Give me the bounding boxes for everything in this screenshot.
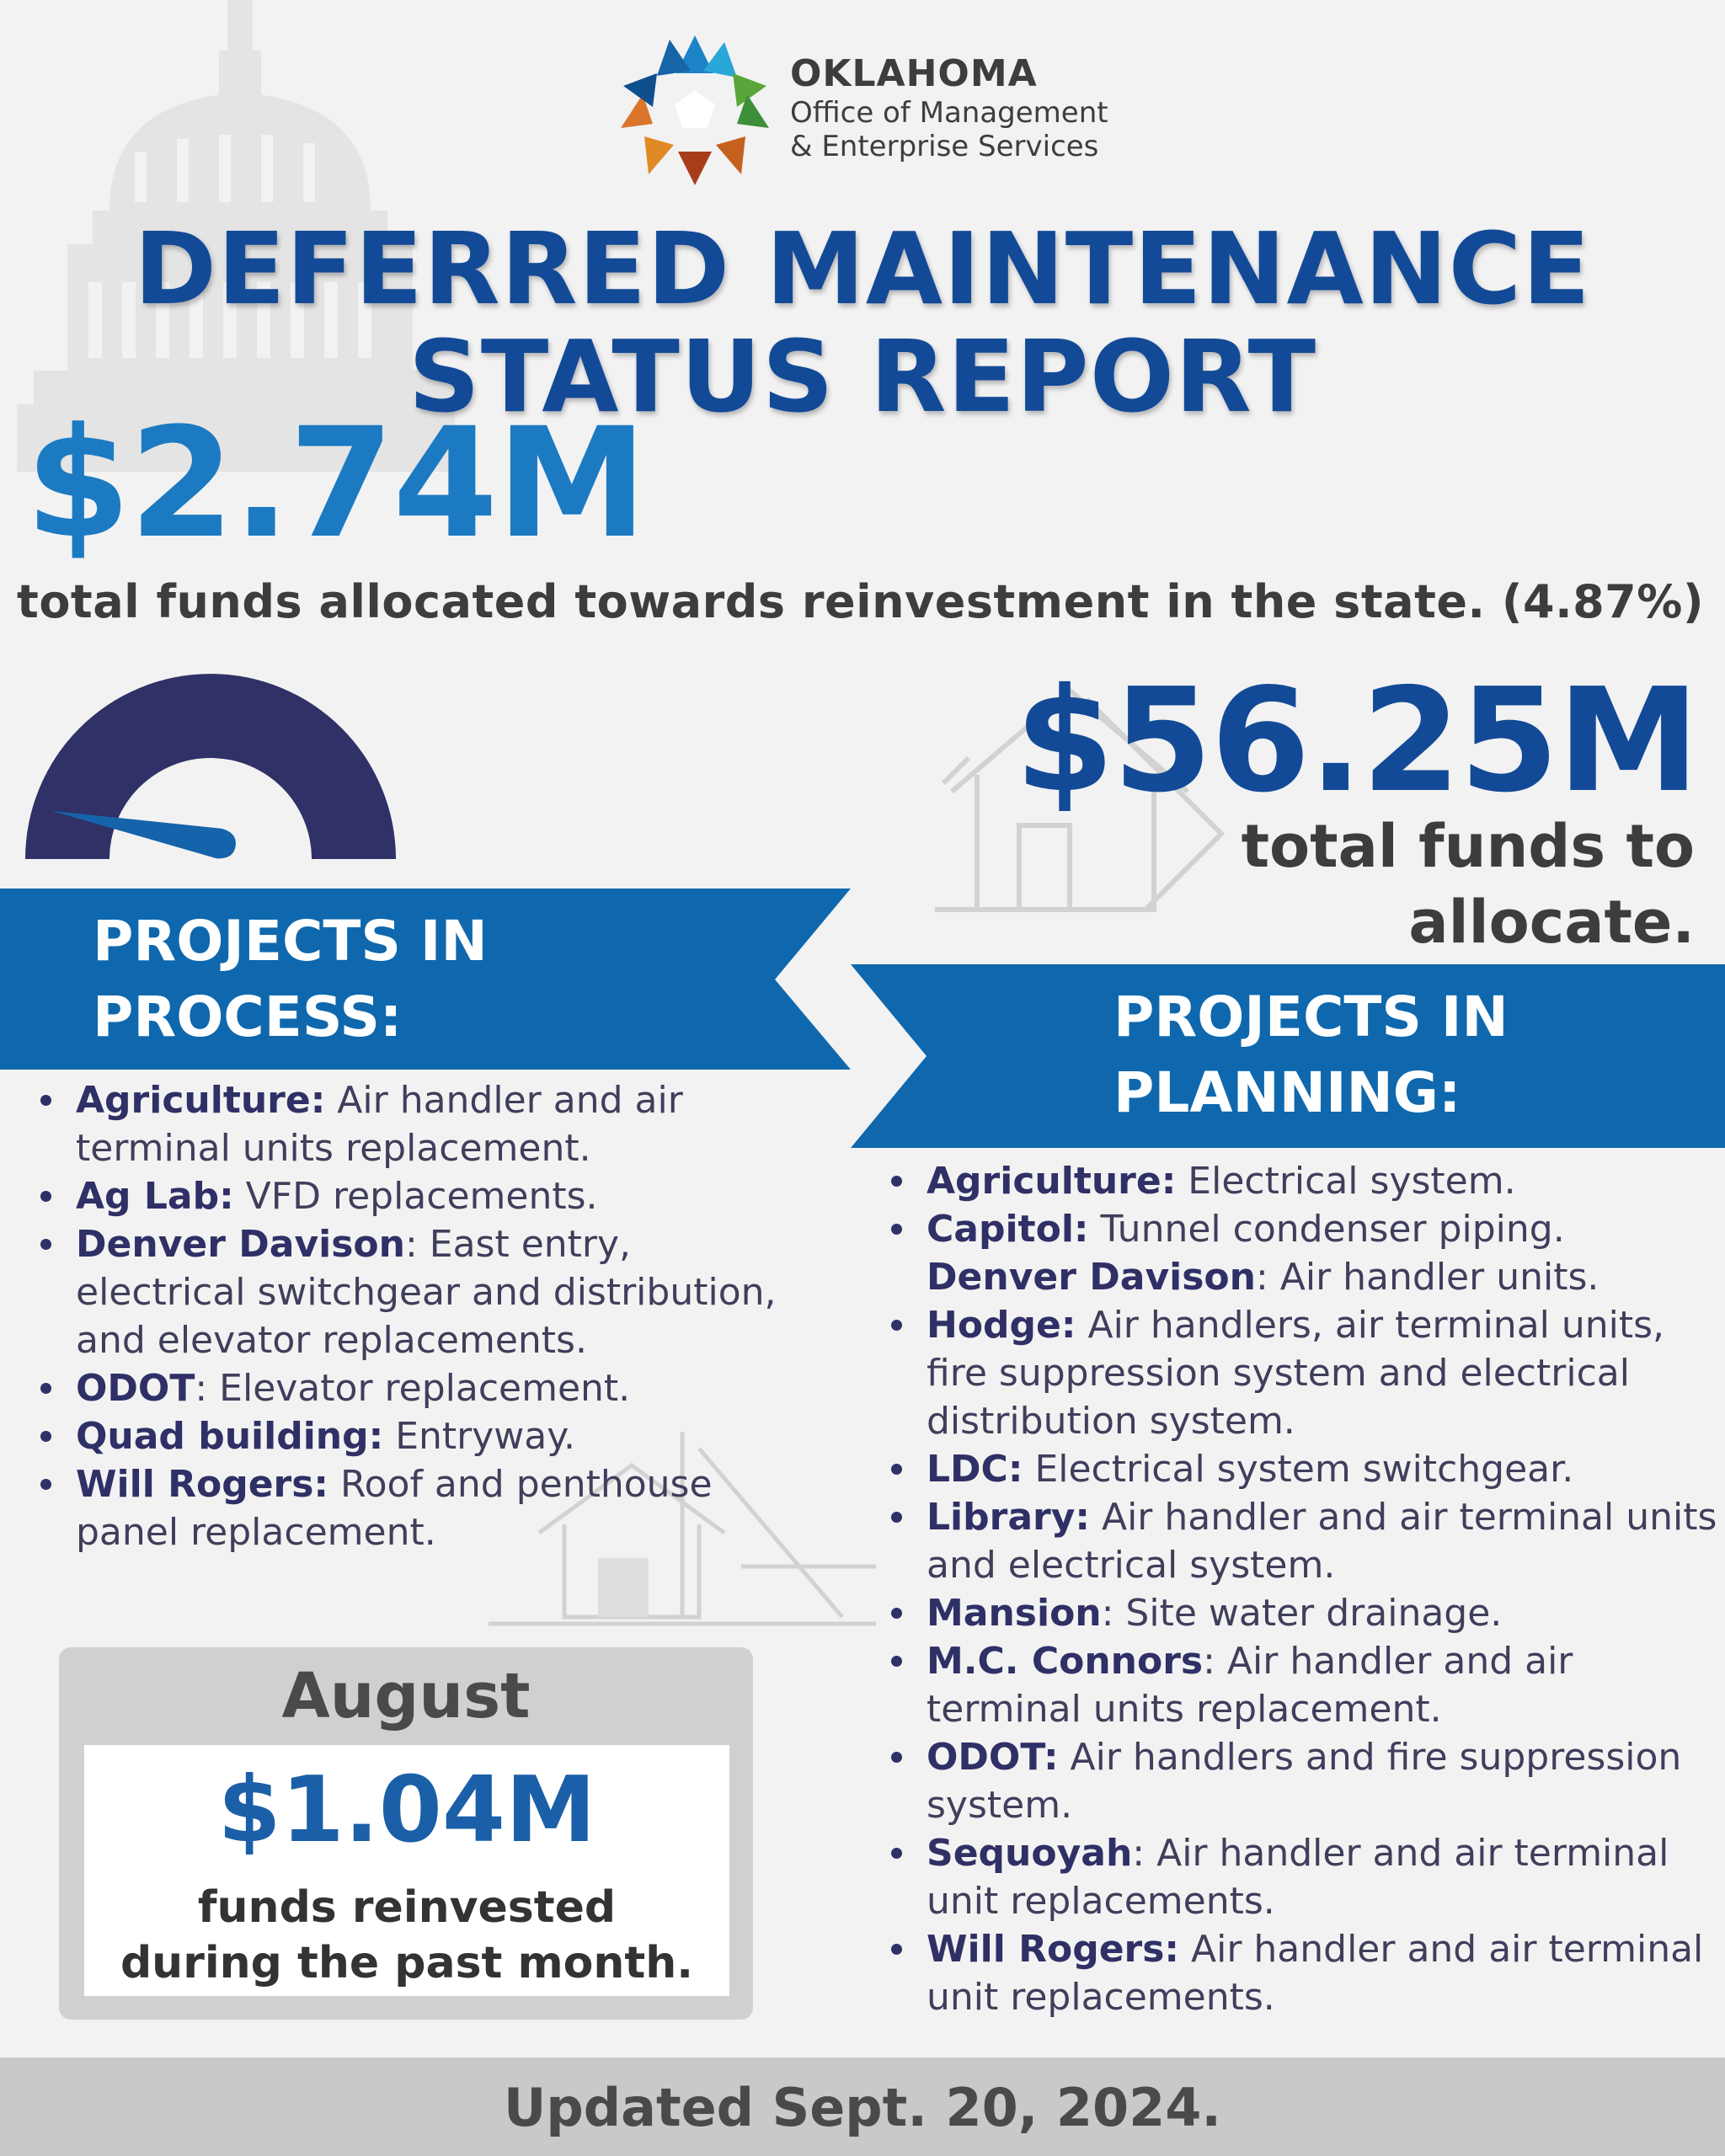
title-line2: STATUS REPORT: [408, 318, 1317, 435]
list-item: Denver Davison: Air handler units.: [927, 1256, 1599, 1299]
list-item: Library: Air handler and air terminal units and electrical system.: [886, 1493, 1725, 1589]
in-process-list: [35, 1076, 793, 1556]
oklahoma-star-logo: [615, 34, 775, 185]
list-item: Agriculture: Air handler and air terminal units replacement.: [35, 1076, 793, 1172]
list-item: LDC: Electrical system switchgear.: [886, 1445, 1725, 1493]
in-planning-list: [886, 1157, 1725, 2021]
list-item: M.C. Connors: Air handler and air terminal units replacement.: [886, 1637, 1725, 1733]
in-planning-heading-line2: PLANNING:: [1114, 1060, 1461, 1125]
projects-in-planning-banner: [851, 964, 1725, 1148]
in-process-heading: [93, 904, 488, 1055]
list-item: Ag Lab: VFD replacements.: [35, 1172, 793, 1220]
monthly-reinvested-value: $1.04M: [217, 1758, 596, 1863]
title-line1: DEFERRED MAINTENANCE: [134, 211, 1591, 327]
list-item: Capitol: Tunnel condenser piping.: [886, 1205, 1725, 1253]
total-funds-value: $56.25M: [1014, 658, 1698, 825]
footer: [0, 2057, 1725, 2156]
total-caption-line1: total funds to: [1241, 812, 1695, 881]
allocation-gauge: [25, 674, 396, 876]
total-caption-line2: allocate.: [1408, 888, 1695, 957]
list-item: Agriculture: Electrical system.: [886, 1157, 1725, 1205]
list-item: ODOT: Elevator replacement.: [35, 1364, 793, 1412]
in-process-heading-line2: PROCESS:: [93, 985, 403, 1049]
allocated-funds-value: $2.74M: [25, 396, 646, 572]
in-process-heading-line1: PROJECTS IN: [93, 909, 488, 974]
org-name: OKLAHOMA: [790, 52, 1038, 95]
list-item: ODOT: Air handlers and fire suppression system.: [886, 1733, 1725, 1829]
monthly-summary-inner: [84, 1745, 729, 1996]
monthly-summary-card: [59, 1647, 753, 2020]
list-item: Sequoyah: Air handler and air terminal unit replacements.: [886, 1829, 1725, 1925]
in-planning-heading-line1: PROJECTS IN: [1114, 985, 1509, 1049]
projects-in-process-banner: [0, 889, 851, 1070]
allocated-funds-caption: total funds allocated towards reinvestment in the state. (4.87%): [17, 575, 1705, 628]
list-item: Denver Davison: East entry, electrical switchgear and distribution, and elevator replacements.: [35, 1220, 793, 1364]
monthly-caption: [84, 1880, 729, 1991]
month-label: August: [281, 1660, 531, 1732]
list-item: Will Rogers: Roof and penthouse panel replacement.: [35, 1460, 793, 1556]
org-name-block: [790, 52, 1108, 163]
list-item: Quad building: Entryway.: [35, 1412, 793, 1460]
monthly-caption-line2: during the past month.: [120, 1938, 694, 1988]
total-funds-caption: [1242, 808, 1695, 960]
monthly-caption-line1: funds reinvested: [197, 1882, 617, 1933]
in-planning-heading: [1114, 979, 1509, 1131]
org-subtitle-line1: Office of Management: [790, 96, 1108, 130]
list-item: Will Rogers: Air handler and air terminal unit replacements.: [886, 1925, 1725, 2021]
org-subtitle-line2: & Enterprise Services: [790, 130, 1099, 163]
list-item: Hodge: Air handlers, air terminal units, fire suppression system and electrical distribution system.: [886, 1301, 1725, 1445]
updated-date: Updated Sept. 20, 2024.: [504, 2077, 1221, 2138]
list-item: Mansion: Site water drainage.: [886, 1589, 1725, 1637]
